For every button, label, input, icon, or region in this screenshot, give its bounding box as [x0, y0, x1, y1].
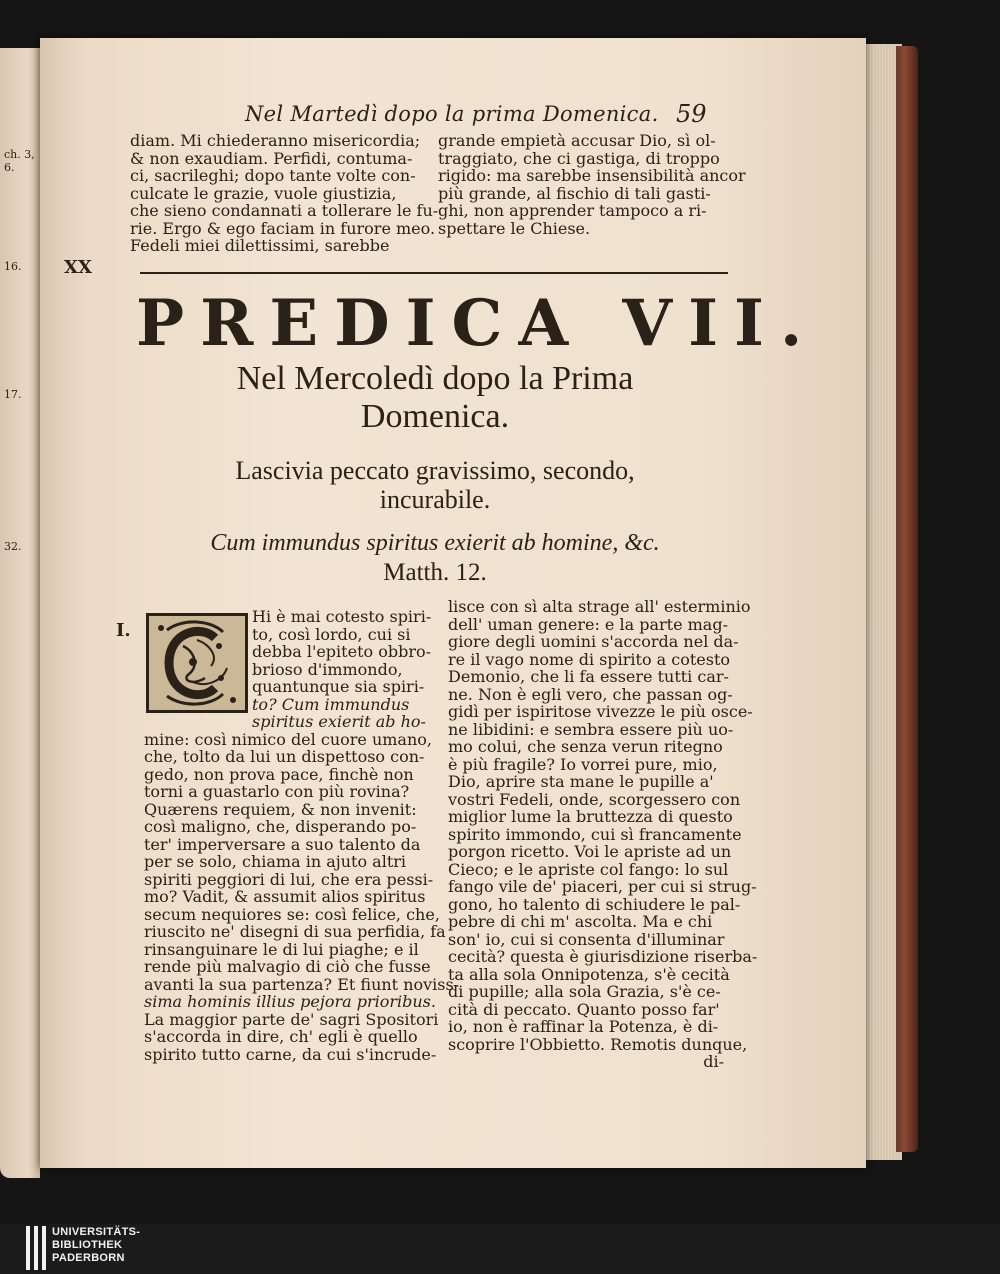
library-logo-icon [26, 1226, 46, 1270]
text-line: s'accorda in dire, ch' egli è quello [144, 1027, 418, 1046]
page-number: 59 [676, 100, 707, 128]
margin-note: 16. [4, 260, 22, 273]
text-line: vostri Fedeli, onde, scorgessero con [448, 789, 741, 809]
text-line: ne. Non è egli vero, che passan og- [448, 684, 733, 704]
text-line: gedo, non prova pace, finchè non [144, 764, 414, 784]
text-line: & non exaudiam. Perfidi, contuma- [130, 148, 413, 168]
scripture-verse: Cum immundus spiritus exierit ab homine, &c. [210, 530, 660, 556]
text-line: di pupille; alla sola Grazia, s'è ce- [448, 982, 721, 1001]
text-line: riuscito ne' disegni di sua perfidia, fa [144, 922, 446, 941]
divider-rule [140, 272, 728, 274]
margin-note: 32. [4, 540, 22, 553]
text-line: sima hominis illius pejora prioribus. [144, 992, 436, 1011]
text-line: debba l'epiteto obbro- [252, 642, 432, 661]
text-line: Cieco; e le apriste col fango: lo sul [448, 859, 729, 879]
text-line: rie. Ergo & ego faciam in furore meo. [130, 218, 436, 238]
theme-line: Lascivia peccato gravissimo, secondo, [235, 456, 635, 485]
margin-note: ch. 3, 6. [4, 148, 35, 174]
ornamental-initial-c-icon [149, 616, 245, 710]
text-line: rende più malvagio di ciò che fusse [144, 957, 431, 976]
text-line: Hi è mai cotesto spiri- [252, 607, 432, 626]
subtitle-line: Nel Mercoledì dopo la Prima [236, 360, 634, 397]
text-line: mo colui, che senza verun ritegno [448, 737, 723, 756]
text-line: torni a guastarlo con più rovina? [144, 782, 410, 801]
library-footer-bar [0, 1224, 1000, 1274]
text-line: mo? Vadit, & assumit alios spiritus [144, 887, 426, 906]
text-line: grande empietà accusar Dio, sì ol- [438, 131, 716, 150]
text-line: traggiato, che ci gastiga, di troppo [438, 148, 720, 168]
text-line: io, non è raffinar la Potenza, è di- [448, 1017, 719, 1036]
text-line: avanti la sua partenza? Et fiunt noviss- [144, 974, 460, 994]
text-line: così maligno, che, disperando po- [144, 817, 417, 836]
text-line: spirito tutto carne, da cui s'incrude- [144, 1044, 437, 1064]
text-line: rigido: ma sarebbe insensibilità ancor [438, 166, 746, 185]
sermon-heading: PREDICA VII. [136, 286, 819, 361]
text-line: rinsanguinare le di lui piaghe; e il [144, 939, 419, 959]
text-line: spettare le Chiese. [438, 218, 591, 238]
text-line: ghi, non apprender tampoco a ri- [438, 201, 707, 220]
catchword: di- [703, 1052, 724, 1071]
body-right-column [448, 597, 758, 1071]
text-line: ta alla sola Onnipotenza, s'è cecità [448, 964, 730, 984]
text-line: porgon ricetto. Voi le apriste ad un [448, 842, 732, 861]
library-name-line: BIBLIOTHEK [52, 1239, 123, 1251]
decorated-initial [146, 613, 248, 713]
running-title: Nel Martedì dopo la prima Domenica. [245, 102, 659, 126]
text-line: che sieno condannati a tollerare le fu- [130, 201, 439, 220]
library-name [52, 1226, 140, 1265]
left-page-margin-notes [0, 48, 40, 1178]
text-line: Fedeli miei dilettissimi, sarebbe [130, 236, 390, 255]
text-line: re il vago nome di spirito a cotesto [448, 649, 731, 669]
text-line: secum nequiores se: così felice, che, [144, 904, 440, 924]
text-line: to? Cum immundus [252, 694, 410, 714]
theme-line: incurabile. [379, 485, 491, 514]
book-cover [896, 46, 918, 1152]
sermon-theme [140, 456, 730, 514]
sermon-subtitle [140, 360, 730, 436]
text-line: fango vile de' piaceri, per cui si strug- [448, 877, 757, 896]
text-line: quantunque sia spiri- [252, 677, 425, 696]
text-line: cecità? questa è giurisdizione riserba- [448, 947, 758, 966]
text-line: pebre di chi m' ascolta. Ma e chi [448, 912, 713, 931]
text-line: ci, sacrileghi; dopo tante volte con- [130, 166, 416, 185]
top-left-column [130, 131, 439, 255]
text-line: spirito immondo, cui sì francamente [448, 824, 742, 844]
top-right-column [438, 131, 746, 238]
subtitle-line: Domenica. [360, 398, 510, 435]
text-line: Demonio, che li fa essere tutti car- [448, 667, 729, 686]
library-name-line: UNIVERSITÄTS- [52, 1226, 141, 1238]
section-number: I. [116, 620, 131, 641]
text-line: La maggior parte de' sagri Spositori [144, 1009, 439, 1029]
text-line: mine: così nimico del cuore umano, [144, 729, 432, 749]
text-line: che, tolto da lui un dispettoso con- [144, 747, 425, 766]
text-line: dell' uman genere: e la parte mag- [448, 614, 728, 634]
text-line: è più fragile? Io vorrei pure, mio, [448, 754, 718, 774]
text-line: diam. Mi chiederanno misericordia; [130, 131, 421, 150]
text-line: scoprire l'Obbietto. Remotis dunque, [448, 1034, 748, 1054]
text-line: spiriti peggiori di lui, che era pessi- [144, 869, 434, 889]
text-line: giore degli uomini s'accorda nel da- [448, 632, 739, 651]
text-line: spiritus exierit ab ho- [252, 712, 426, 731]
text-line: son' io, cui si consenta d'illuminar [448, 929, 725, 949]
scripture-reference: Matth. 12. [383, 559, 487, 586]
text-line: lisce con sì alta strage all' esterminio [448, 597, 751, 616]
text-line: to, così lordo, cui si [252, 624, 411, 644]
text-line: per se solo, chiama in ajuto altri [144, 852, 407, 871]
text-line: Quærens requiem, & non invenit: [144, 799, 417, 819]
margin-note: 17. [4, 388, 22, 401]
text-line: culcate le grazie, vuole giustizia, [130, 183, 397, 203]
text-line: ter' imperversare a suo talento da [144, 834, 421, 854]
text-line: miglior lume la bruttezza di questo [448, 807, 733, 826]
text-line: brioso d'immondo, [252, 659, 403, 679]
text-line: cità di peccato. Quanto posso far' [448, 999, 720, 1019]
text-line: Dio, aprire sta mane le pupille a' [448, 772, 714, 791]
text-line: più grande, al fischio di tali gasti- [438, 183, 711, 203]
library-name-line: PADERBORN [52, 1252, 125, 1264]
text-line: ne libidini: e sembra essere più uo- [448, 719, 734, 739]
text-line: gono, ho talento di schiudere le pal- [448, 894, 741, 914]
text-line: gidì per ispiritose vivezze le più osce- [448, 702, 753, 721]
section-mark: XX [64, 257, 92, 278]
